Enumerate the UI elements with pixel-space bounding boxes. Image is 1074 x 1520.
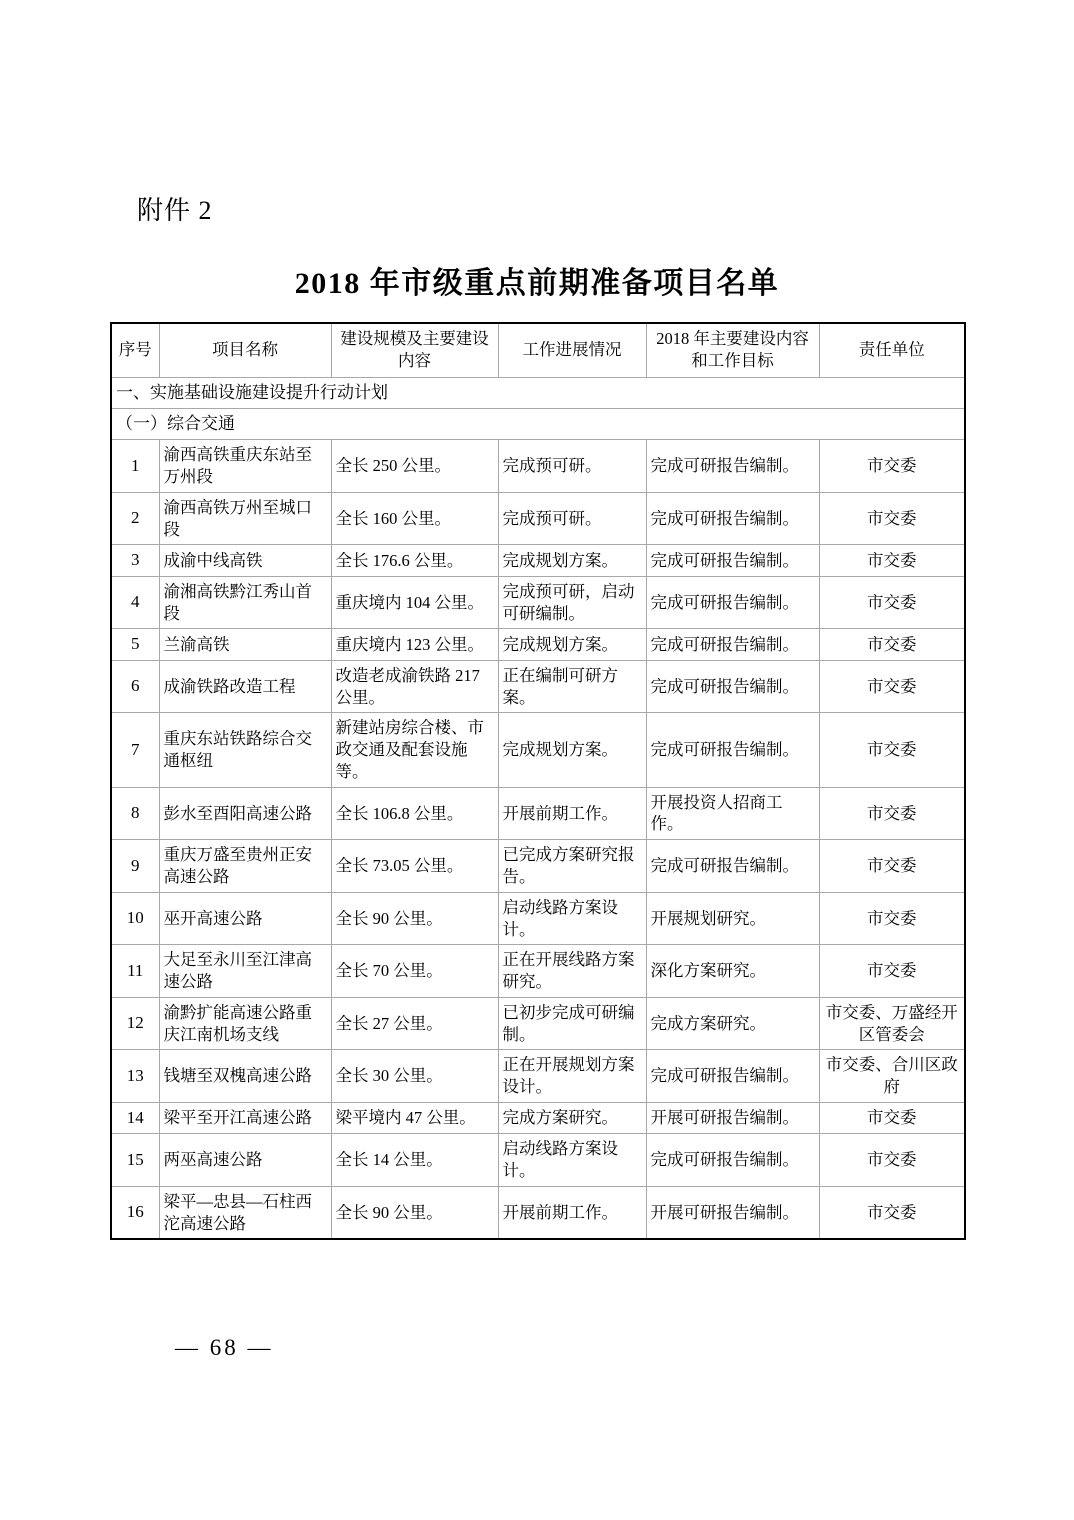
cell-seq: 4	[111, 576, 159, 629]
cell-unit: 市交委	[819, 1186, 965, 1239]
cell-goal: 开展投资人招商工作。	[646, 787, 819, 840]
cell-unit: 市交委、万盛经开区管委会	[819, 997, 965, 1050]
cell-prog: 启动线路方案设计。	[498, 892, 646, 945]
cell-prog: 正在编制可研方案。	[498, 660, 646, 713]
cell-goal: 完成可研报告编制。	[646, 545, 819, 576]
cell-unit: 市交委	[819, 892, 965, 945]
cell-unit: 市交委、合川区政府	[819, 1050, 965, 1103]
cell-goal: 完成可研报告编制。	[646, 576, 819, 629]
cell-prog: 已初步完成可研编制。	[498, 997, 646, 1050]
table-row	[111, 1186, 965, 1239]
table-row	[111, 840, 965, 893]
cell-unit: 市交委	[819, 945, 965, 998]
cell-goal: 完成可研报告编制。	[646, 440, 819, 493]
cell-prog: 完成预可研。	[498, 492, 646, 545]
table-row	[111, 492, 965, 545]
cell-prog: 开展前期工作。	[498, 787, 646, 840]
cell-unit: 市交委	[819, 713, 965, 787]
cell-prog: 正在开展规划方案设计。	[498, 1050, 646, 1103]
table-row	[111, 440, 965, 493]
cell-name: 成渝铁路改造工程	[159, 660, 331, 713]
cell-seq: 1	[111, 440, 159, 493]
cell-prog: 完成预可研，启动可研编制。	[498, 576, 646, 629]
cell-name: 成渝中线高铁	[159, 545, 331, 576]
cell-prog: 完成方案研究。	[498, 1102, 646, 1133]
cell-prog: 启动线路方案设计。	[498, 1134, 646, 1187]
cell-scale: 全长 30 公里。	[331, 1050, 498, 1103]
cell-seq: 9	[111, 840, 159, 893]
cell-seq: 5	[111, 629, 159, 660]
cell-name: 梁平—忠县—石柱西沱高速公路	[159, 1186, 331, 1239]
table-row	[111, 713, 965, 787]
table-row	[111, 997, 965, 1050]
cell-scale: 全长 106.8 公里。	[331, 787, 498, 840]
cell-seq: 15	[111, 1134, 159, 1187]
cell-prog: 完成规划方案。	[498, 629, 646, 660]
cell-unit: 市交委	[819, 787, 965, 840]
section-heading: 一、实施基础设施建设提升行动计划	[111, 377, 965, 408]
cell-prog: 已完成方案研究报告。	[498, 840, 646, 893]
cell-name: 兰渝高铁	[159, 629, 331, 660]
column-header-seq: 序号	[111, 323, 159, 377]
cell-scale: 重庆境内 123 公里。	[331, 629, 498, 660]
cell-unit: 市交委	[819, 1134, 965, 1187]
cell-prog: 开展前期工作。	[498, 1186, 646, 1239]
section-heading-row	[111, 377, 965, 408]
cell-scale: 全长 90 公里。	[331, 892, 498, 945]
cell-scale: 梁平境内 47 公里。	[331, 1102, 498, 1133]
cell-scale: 改造老成渝铁路 217 公里。	[331, 660, 498, 713]
cell-scale: 新建站房综合楼、市政交通及配套设施等。	[331, 713, 498, 787]
cell-scale: 全长 90 公里。	[331, 1186, 498, 1239]
cell-seq: 12	[111, 997, 159, 1050]
cell-seq: 2	[111, 492, 159, 545]
attachment-label: 附件 2	[137, 196, 213, 225]
cell-name: 梁平至开江高速公路	[159, 1102, 331, 1133]
table-header-row	[111, 323, 965, 377]
cell-goal: 开展可研报告编制。	[646, 1102, 819, 1133]
project-table	[110, 322, 966, 1240]
cell-name: 渝西高铁重庆东站至万州段	[159, 440, 331, 493]
project-table-container	[110, 322, 964, 1240]
table-row	[111, 629, 965, 660]
cell-name: 大足至永川至江津高速公路	[159, 945, 331, 998]
cell-scale: 全长 250 公里。	[331, 440, 498, 493]
cell-goal: 完成方案研究。	[646, 997, 819, 1050]
cell-unit: 市交委	[819, 576, 965, 629]
cell-name: 钱塘至双槐高速公路	[159, 1050, 331, 1103]
cell-seq: 3	[111, 545, 159, 576]
cell-goal: 完成可研报告编制。	[646, 713, 819, 787]
subsection-heading: （一）综合交通	[111, 408, 965, 439]
cell-goal: 完成可研报告编制。	[646, 840, 819, 893]
cell-seq: 10	[111, 892, 159, 945]
cell-goal: 开展规划研究。	[646, 892, 819, 945]
cell-seq: 6	[111, 660, 159, 713]
cell-prog: 完成规划方案。	[498, 545, 646, 576]
table-row	[111, 1050, 965, 1103]
table-row	[111, 545, 965, 576]
cell-name: 重庆万盛至贵州正安高速公路	[159, 840, 331, 893]
cell-scale: 全长 73.05 公里。	[331, 840, 498, 893]
cell-goal: 开展可研报告编制。	[646, 1186, 819, 1239]
table-row	[111, 576, 965, 629]
column-header-scale: 建设规模及主要建设内容	[331, 323, 498, 377]
column-header-name: 项目名称	[159, 323, 331, 377]
cell-seq: 7	[111, 713, 159, 787]
cell-scale: 全长 160 公里。	[331, 492, 498, 545]
table-row	[111, 660, 965, 713]
cell-unit: 市交委	[819, 840, 965, 893]
cell-name: 重庆东站铁路综合交通枢纽	[159, 713, 331, 787]
cell-prog: 完成预可研。	[498, 440, 646, 493]
cell-seq: 13	[111, 1050, 159, 1103]
cell-name: 渝湘高铁黔江秀山首段	[159, 576, 331, 629]
subsection-heading-row	[111, 408, 965, 439]
cell-unit: 市交委	[819, 629, 965, 660]
cell-name: 彭水至酉阳高速公路	[159, 787, 331, 840]
cell-seq: 8	[111, 787, 159, 840]
table-row	[111, 892, 965, 945]
cell-scale: 全长 176.6 公里。	[331, 545, 498, 576]
cell-seq: 16	[111, 1186, 159, 1239]
cell-goal: 完成可研报告编制。	[646, 1050, 819, 1103]
table-row	[111, 787, 965, 840]
cell-name: 渝黔扩能高速公路重庆江南机场支线	[159, 997, 331, 1050]
cell-goal: 完成可研报告编制。	[646, 1134, 819, 1187]
cell-name: 渝西高铁万州至城口段	[159, 492, 331, 545]
table-row	[111, 1134, 965, 1187]
cell-scale: 全长 70 公里。	[331, 945, 498, 998]
column-header-unit: 责任单位	[819, 323, 965, 377]
cell-name: 两巫高速公路	[159, 1134, 331, 1187]
cell-seq: 14	[111, 1102, 159, 1133]
cell-prog: 完成规划方案。	[498, 713, 646, 787]
table-row	[111, 945, 965, 998]
cell-seq: 11	[111, 945, 159, 998]
column-header-prog: 工作进展情况	[498, 323, 646, 377]
cell-unit: 市交委	[819, 1102, 965, 1133]
cell-prog: 正在开展线路方案研究。	[498, 945, 646, 998]
page-number: — 68 —	[175, 1335, 274, 1360]
table-row	[111, 1102, 965, 1133]
cell-goal: 完成可研报告编制。	[646, 660, 819, 713]
cell-goal: 完成可研报告编制。	[646, 629, 819, 660]
cell-scale: 全长 27 公里。	[331, 997, 498, 1050]
cell-unit: 市交委	[819, 545, 965, 576]
cell-name: 巫开高速公路	[159, 892, 331, 945]
cell-goal: 完成可研报告编制。	[646, 492, 819, 545]
cell-unit: 市交委	[819, 660, 965, 713]
cell-scale: 全长 14 公里。	[331, 1134, 498, 1187]
cell-scale: 重庆境内 104 公里。	[331, 576, 498, 629]
cell-unit: 市交委	[819, 440, 965, 493]
cell-goal: 深化方案研究。	[646, 945, 819, 998]
page-title: 2018 年市级重点前期准备项目名单	[294, 267, 780, 300]
cell-unit: 市交委	[819, 492, 965, 545]
column-header-goal: 2018 年主要建设内容和工作目标	[646, 323, 819, 377]
